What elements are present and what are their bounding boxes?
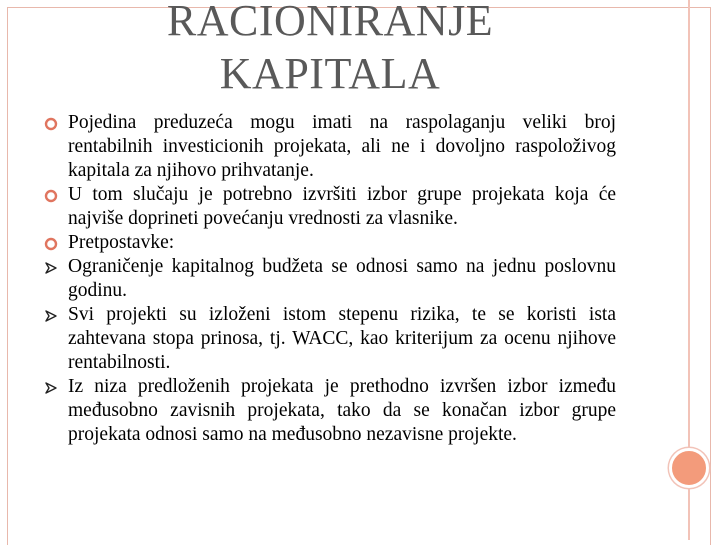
list-item xyxy=(44,231,616,255)
list-item-text: U tom slučaju je potrebno izvršiti izbor grupe projekata koja će najviše doprineti povećanju vrednosti za vlasnike. xyxy=(68,184,616,229)
list-item xyxy=(44,255,616,303)
list-item-text: Iz niza predloženih projekata je prethodno izvršen izbor između međusobno zavisnih projekata, tako da se konačan izbor grupe projekata odnosi samo na međusobno nezavisne projekte. xyxy=(68,376,616,445)
ring-bullet-icon xyxy=(44,189,58,203)
ring-bullet-icon xyxy=(44,237,58,251)
ring-bullet-icon xyxy=(44,117,58,131)
list-item-text: Svi projekti su izloženi istom stepenu rizika, te se koristi ista zahtevana stopa prinosa, tj. WACC, kao kriterijum za ocenu njihove rentabilnosti. xyxy=(68,304,616,373)
list-item xyxy=(44,183,616,231)
arrow-bullet-icon xyxy=(44,381,58,395)
arrow-bullet-icon xyxy=(44,309,58,323)
list-item xyxy=(44,303,616,375)
slide-title-line: KAPITALA xyxy=(219,49,441,98)
list-item xyxy=(44,111,616,183)
list-item-text: Pojedina preduzeća mogu imati na raspolaganju veliki broj rentabilnih investicionih projekata, ali ne i dovoljno raspoloživog kapitala za njihovo prihvatanje. xyxy=(68,112,616,181)
bullet-list xyxy=(44,111,616,447)
list-item-text: Ograničenje kapitalnog budžeta se odnosi samo na jednu poslovnu godinu. xyxy=(68,256,616,301)
list-item xyxy=(44,375,616,447)
list-item-text: Pretpostavke: xyxy=(68,232,175,253)
accent-circle xyxy=(669,448,709,488)
arrow-bullet-icon xyxy=(44,261,58,275)
slide-title-line: RACIONIRANJE xyxy=(166,0,494,45)
slide-title xyxy=(150,0,510,100)
